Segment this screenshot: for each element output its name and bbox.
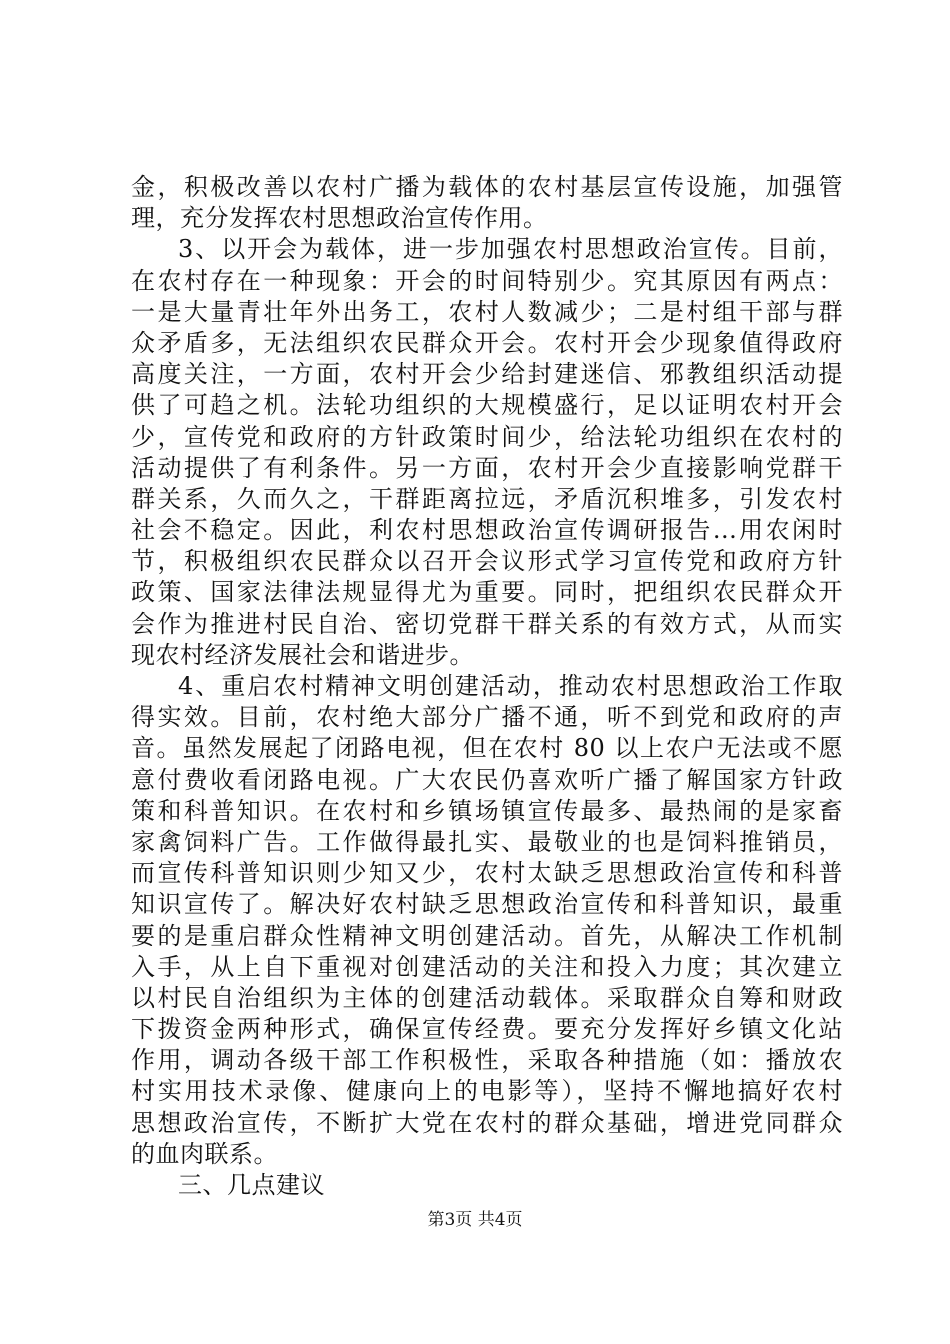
text-line: 现农村经济发展社会和谐进步。 <box>131 640 474 669</box>
text-line: 在农村存在一种现象：开会的时间特别少。究其原因有两点： <box>131 266 843 295</box>
text-line: 入手，从上自下重视对创建活动的关注和投入力度；其次建立 <box>131 952 843 981</box>
text-line: 音。虽然发展起了闭路电视，但在农村 80 以上农户无法或不愿 <box>131 734 843 763</box>
text-line: 众矛盾多，无法组织农民群众开会。农村开会少现象值得政府 <box>131 328 843 357</box>
text-line: 得实效。目前，农村绝大部分广播不通，听不到党和政府的声 <box>131 703 843 732</box>
text-line: 理，充分发挥农村思想政治宣传作用。 <box>131 204 548 233</box>
text-line: 作用，调动各级干部工作积极性，采取各种措施（如：播放农 <box>131 1046 843 1075</box>
text-line: 金，积极改善以农村广播为载体的农村基层宣传设施，加强管 <box>131 173 843 201</box>
text-line: 知识宣传了。解决好农村缺乏思想政治宣传和科普知识，最重 <box>131 890 843 919</box>
text-line: 的血肉联系。 <box>131 1139 278 1168</box>
page-footer: 第3页 共4页 <box>427 1210 523 1230</box>
text-line: 策和科普知识。在农村和乡镇场镇宣传最多、最热闹的是家畜 <box>131 796 843 825</box>
text-line: 下拨资金两种形式，确保宣传经费。要充分发挥好乡镇文化站 <box>131 1015 843 1044</box>
text-line: 供了可趋之机。法轮功组织的大规模盛行，足以证明农村开会 <box>131 391 843 420</box>
text-line: 高度关注，一方面，农村开会少给封建迷信、邪教组织活动提 <box>131 360 843 389</box>
text-line: 会作为推进村民自治、密切党群干群关系的有效方式，从而实 <box>131 609 843 638</box>
paragraph-4-start: 4、重启农村精神文明创建活动，推动农村思想政治工作取 <box>178 672 843 700</box>
section-heading: 三、几点建议 <box>178 1171 325 1199</box>
text-line: 一是大量青壮年外出务工，农村人数减少；二是村组干部与群 <box>131 297 843 326</box>
paragraph-3-start: 3、以开会为载体，进一步加强农村思想政治宣传。目前， <box>178 235 843 264</box>
text-line: 要的是重启群众性精神文明创建活动。首先，从解决工作机制 <box>131 921 843 950</box>
text-line: 以村民自治组织为主体的创建活动载体。采取群众自筹和财政 <box>131 983 843 1012</box>
text-line: 节，积极组织农民群众以召开会议形式学习宣传党和政府方针 <box>131 547 843 576</box>
body-text <box>131 172 843 1201</box>
text-line: 家禽饲料广告。工作做得最扎实、最敬业的也是饲料推销员， <box>131 827 843 856</box>
text-line: 群关系，久而久之，干群距离拉远，矛盾沉积堆多，引发农村 <box>131 484 843 513</box>
text-line: 社会不稳定。因此，利农村思想政治宣传调研报告...用农闲时 <box>131 516 843 545</box>
text-line: 意付费收看闭路电视。广大农民仍喜欢听广播了解国家方针政 <box>131 765 843 794</box>
text-line: 思想政治宣传，不断扩大党在农村的群众基础，增进党同群众 <box>131 1108 843 1137</box>
text-line: 而宣传科普知识则少知又少，农村太缺乏思想政治宣传和科普 <box>131 859 843 888</box>
text-line: 村实用技术录像、健康向上的电影等），坚持不懈地搞好农村 <box>131 1077 843 1106</box>
text-line: 少，宣传党和政府的方针政策时间少，给法轮功组织在农村的 <box>131 422 843 451</box>
text-line: 活动提供了有利条件。另一方面，农村开会少直接影响党群干 <box>131 453 843 482</box>
text-line: 政策、国家法律法规显得尤为重要。同时，把组织农民群众开 <box>131 578 843 607</box>
